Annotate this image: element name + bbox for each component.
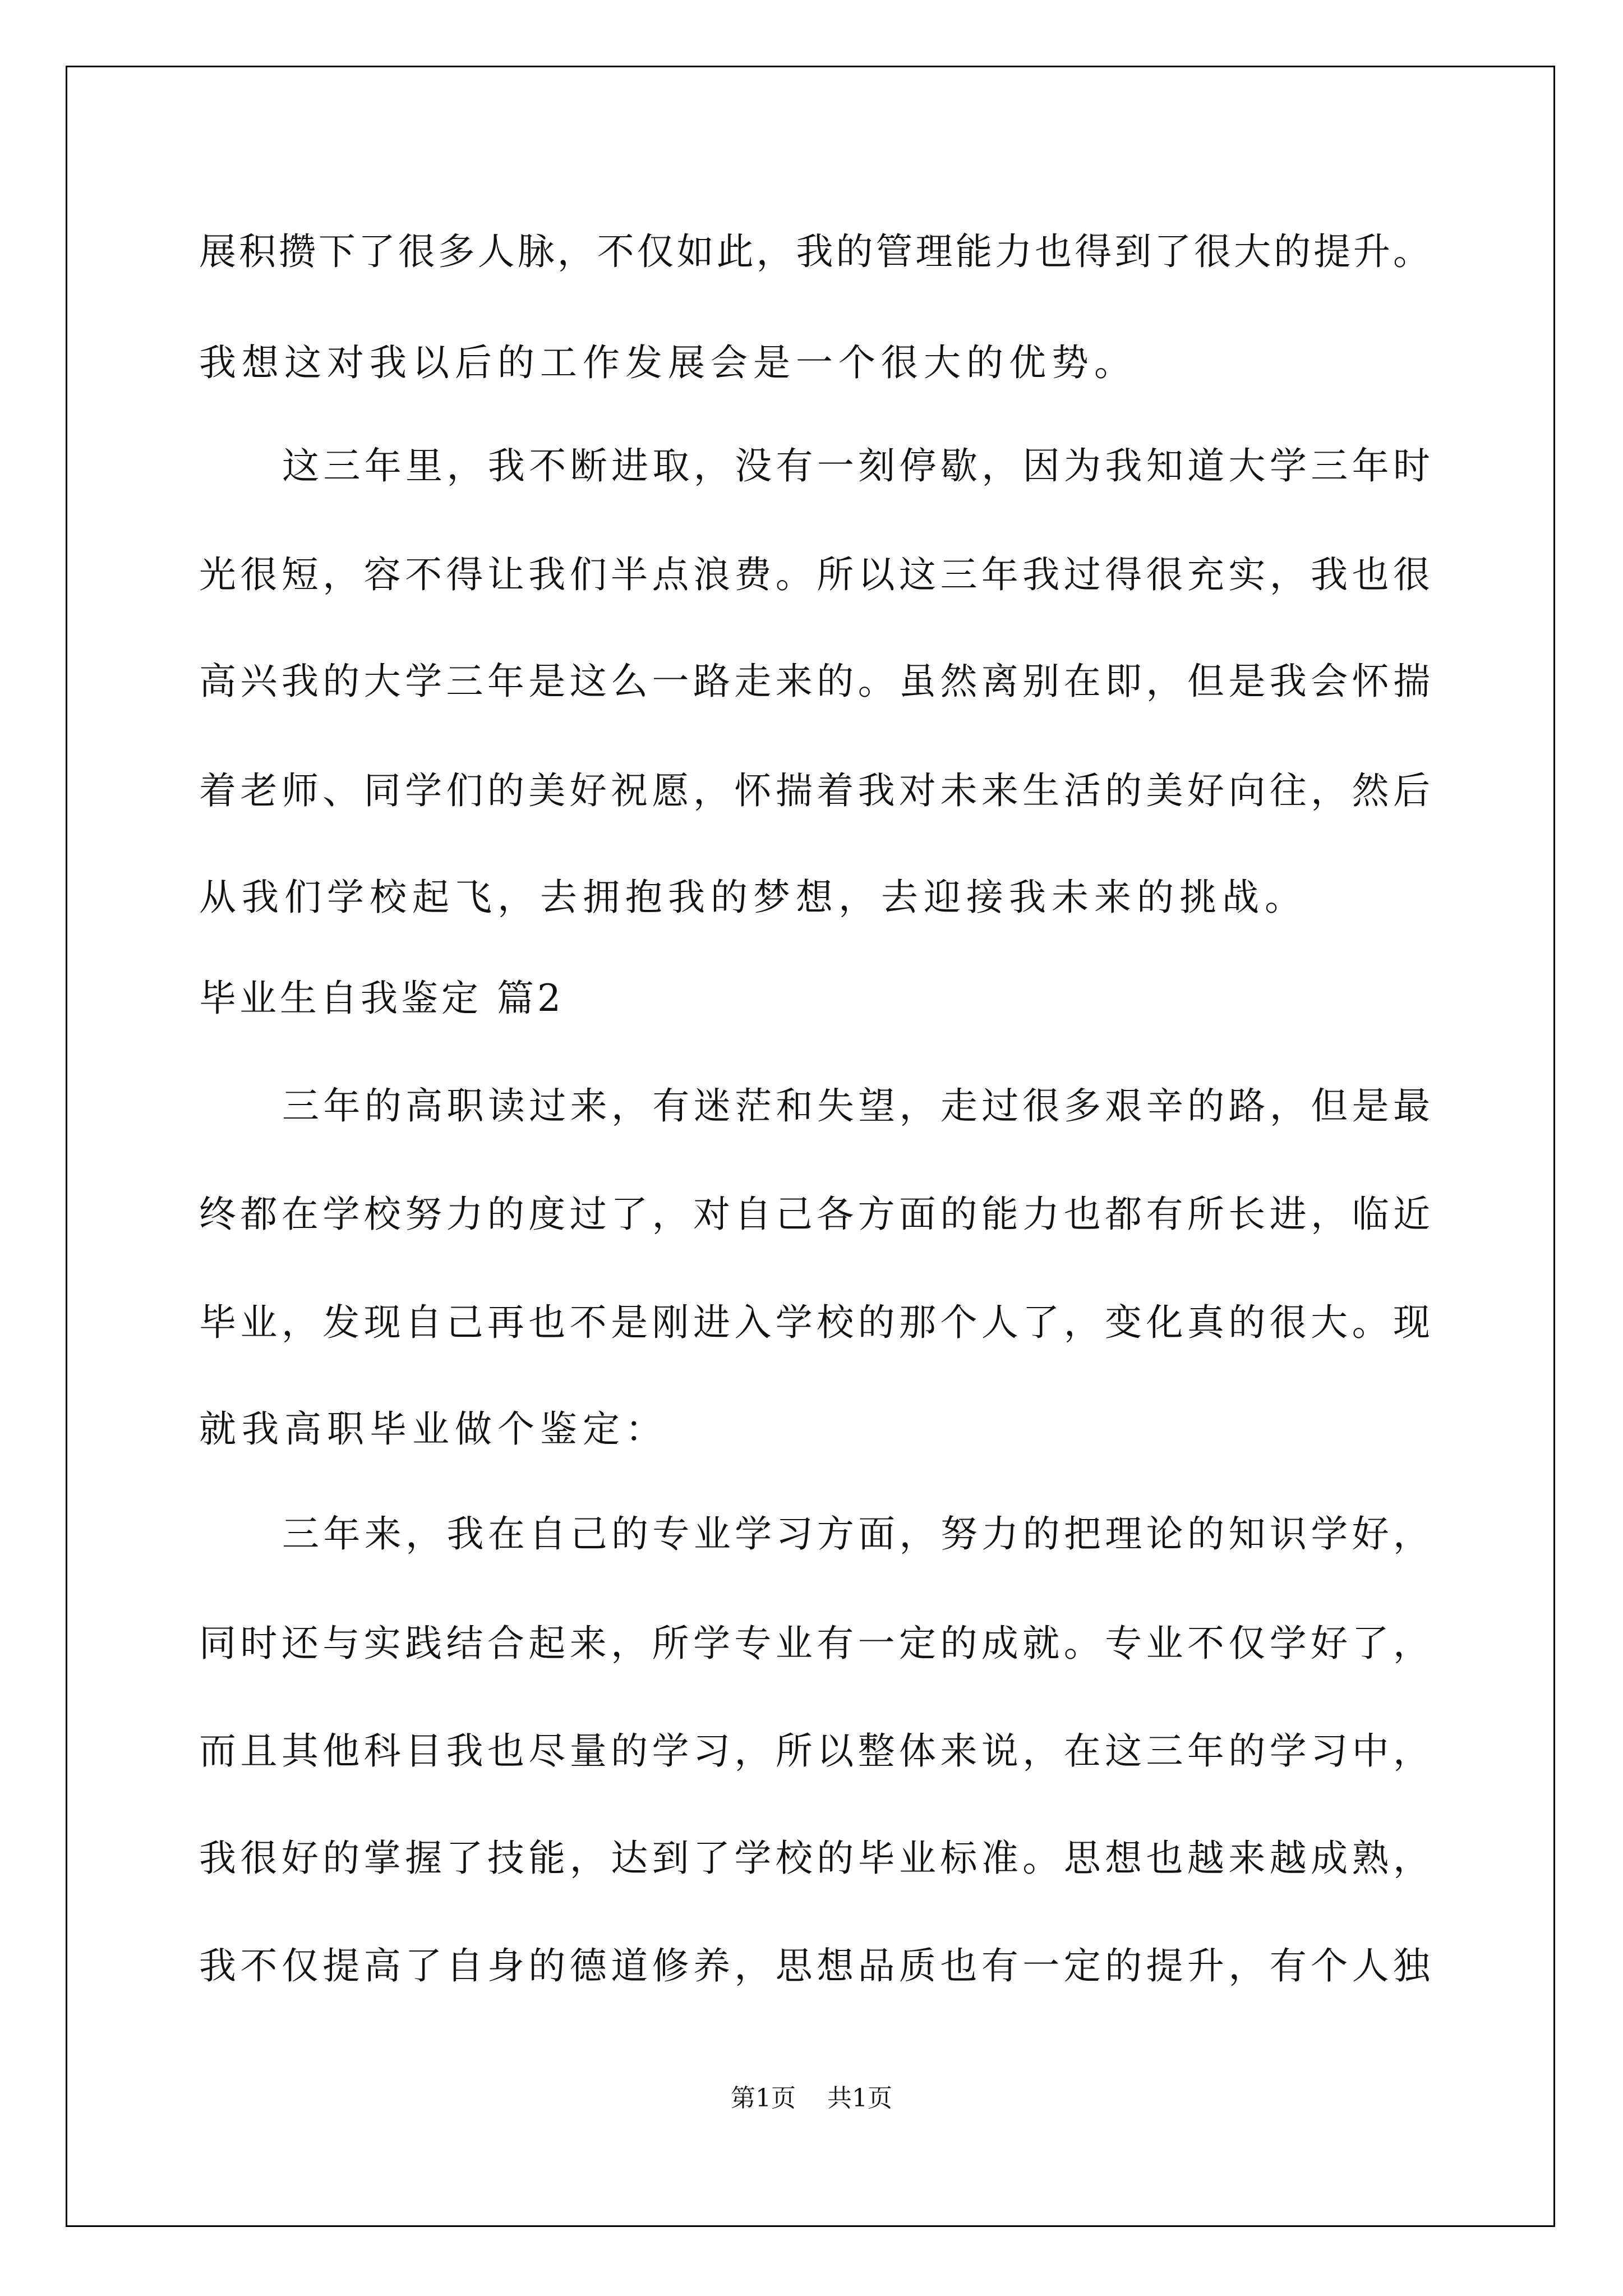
paragraph-3-line-2: 终都在学校努力的度过了，对自己各方面的能力也都有所长进，临近 xyxy=(199,1193,1430,1236)
page-footer xyxy=(0,2083,1623,2114)
paragraph-2-line-4: 着老师、同学们的美好祝愿，怀揣着我对未来生活的美好向往，然后 xyxy=(199,769,1430,812)
page-total: 共1页 xyxy=(827,2084,892,2113)
paragraph-2-line-2: 光很短，容不得让我们半点浪费。所以这三年我过得很充实，我也很 xyxy=(199,553,1430,596)
page-number: 第1页 xyxy=(731,2084,796,2113)
paragraph-1-line-1: 展积攒下了很多人脉，不仅如此，我的管理能力也得到了很大的提升。 xyxy=(199,230,1430,273)
paragraph-3-line-3: 毕业，发现自己再也不是刚进入学校的那个人了，变化真的很大。现 xyxy=(199,1301,1430,1344)
paragraph-3-line-1: 三年的高职读过来，有迷茫和失望，走过很多艰辛的路，但是最 xyxy=(282,1084,1430,1128)
section-heading: 毕业生自我鉴定 篇2 xyxy=(199,977,564,1020)
paragraph-2-line-5: 从我们学校起飞，去拥抱我的梦想，去迎接我未来的挑战。 xyxy=(199,876,1307,919)
paragraph-4-line-3: 而且其他科目我也尽量的学习，所以整体来说，在这三年的学习中， xyxy=(199,1729,1430,1773)
paragraph-1-line-2: 我想这对我以后的工作发展会是一个很大的优势。 xyxy=(199,341,1137,384)
paragraph-3-line-4: 就我高职毕业做个鉴定： xyxy=(199,1407,668,1451)
paragraph-2-line-1: 这三年里，我不断进取，没有一刻停歇，因为我知道大学三年时 xyxy=(282,444,1430,487)
paragraph-4-line-1: 三年来，我在自己的专业学习方面，努力的把理论的知识学好， xyxy=(282,1512,1430,1556)
paragraph-4-line-5: 我不仅提高了自身的德道修养，思想品质也有一定的提升，有个人独 xyxy=(199,1944,1430,1987)
page-border xyxy=(66,66,1555,2227)
paragraph-2-line-3: 高兴我的大学三年是这么一路走来的。虽然离别在即，但是我会怀揣 xyxy=(199,660,1430,703)
paragraph-4-line-2: 同时还与实践结合起来，所学专业有一定的成就。专业不仅学好了， xyxy=(199,1622,1430,1665)
paragraph-4-line-4: 我很好的掌握了技能，达到了学校的毕业标准。思想也越来越成熟， xyxy=(199,1837,1430,1880)
